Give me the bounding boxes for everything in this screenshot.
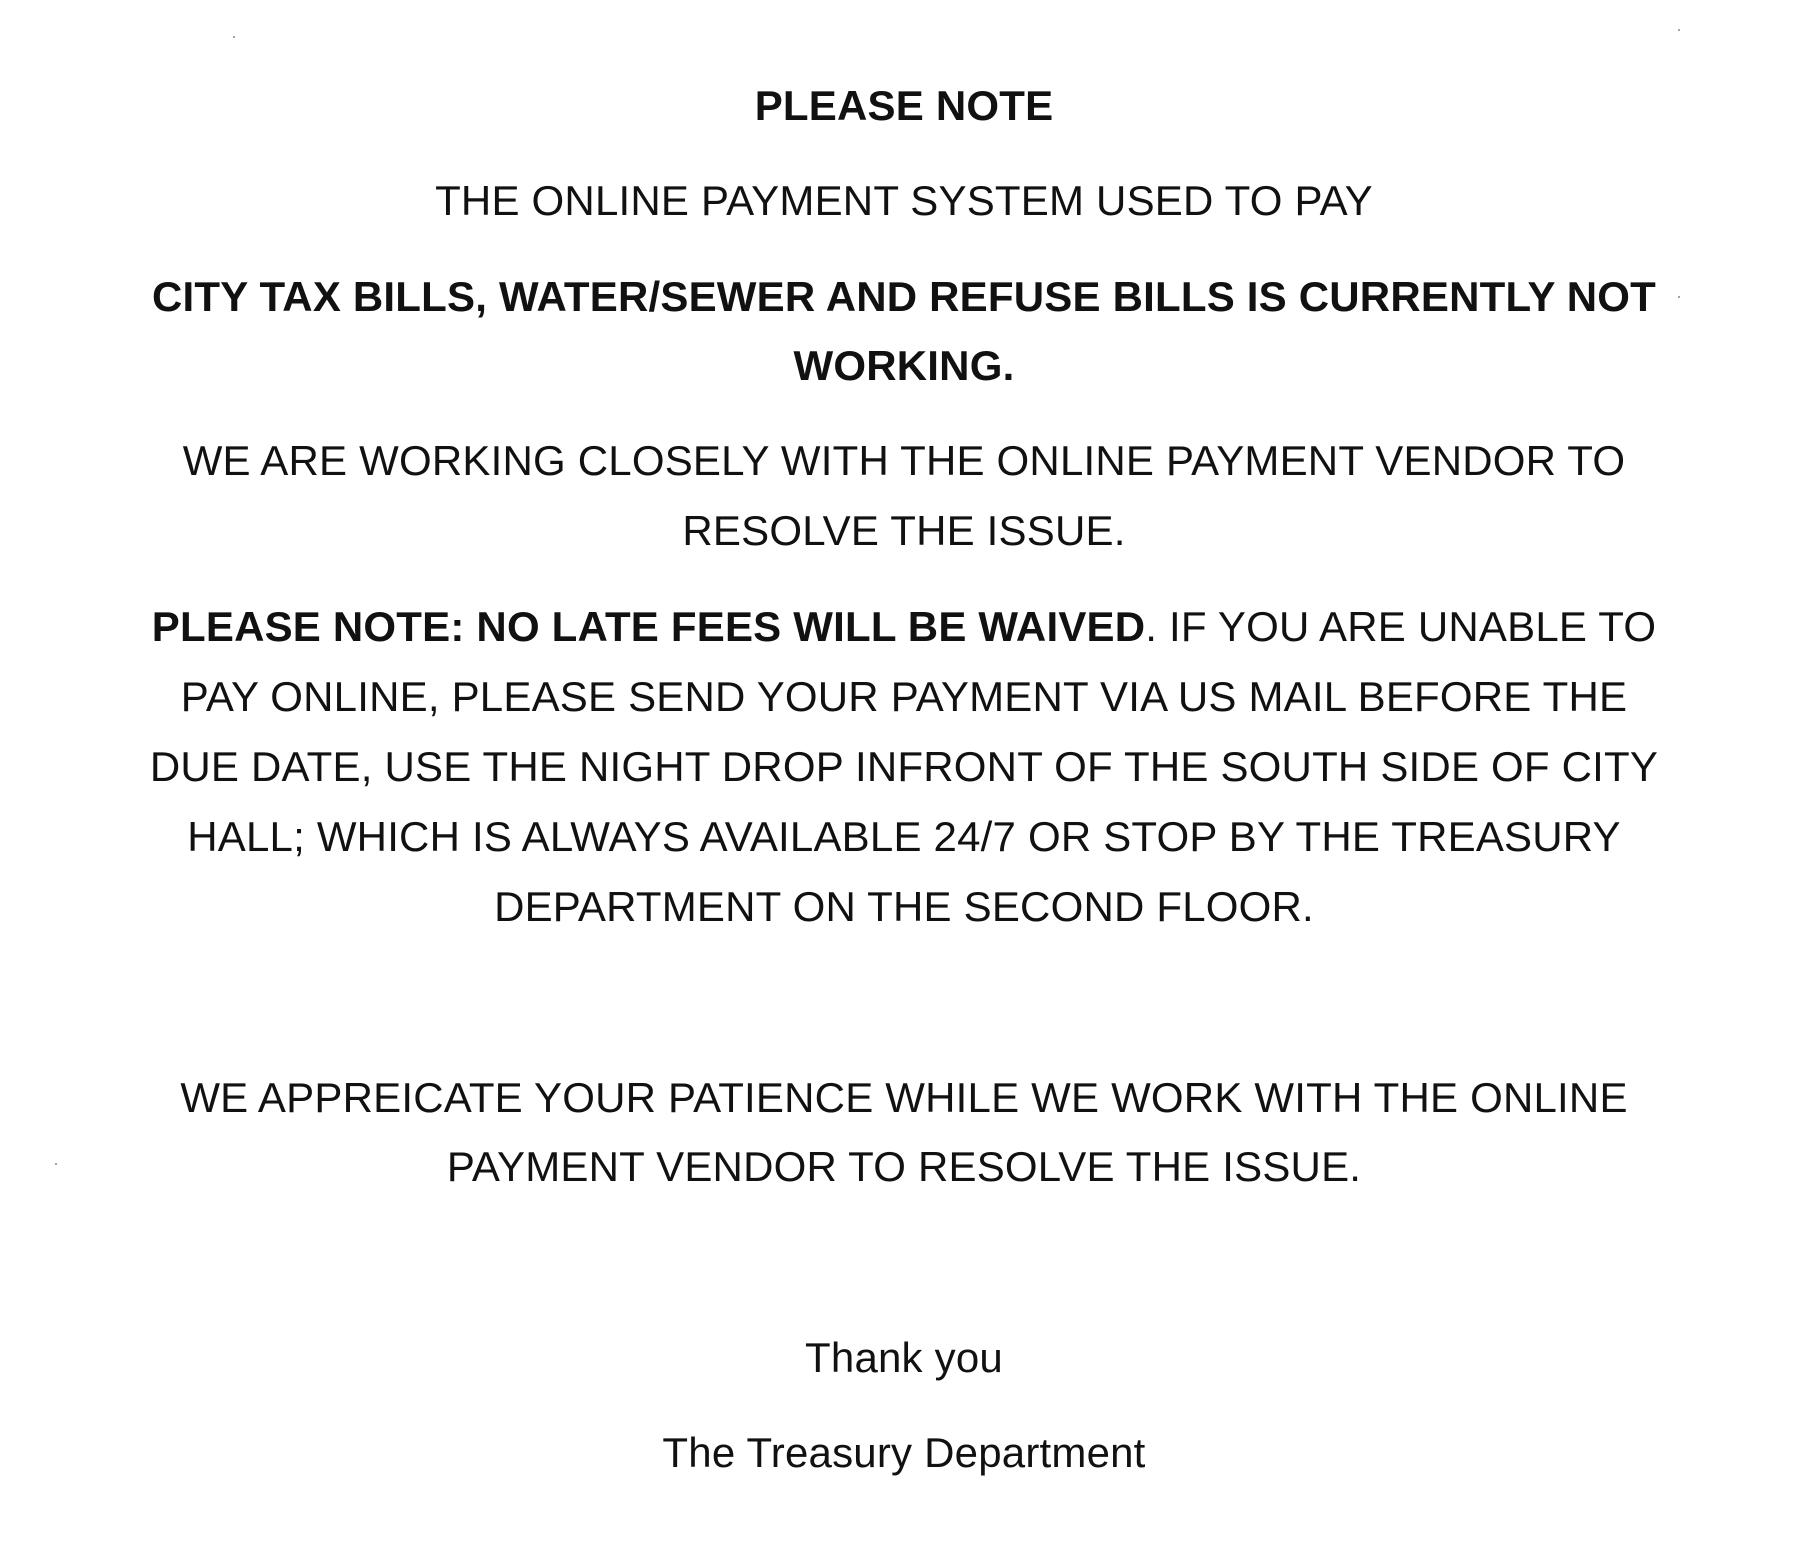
vendor-text-line-1: WE ARE WORKING CLOSELY WITH THE ONLINE PAYMENT VENDOR TO bbox=[182, 437, 1626, 484]
scan-speck bbox=[55, 1163, 57, 1165]
thank-you-text: Thank you bbox=[805, 1334, 1003, 1381]
late-fees-line-1 bbox=[0, 592, 1808, 662]
late-fees-continuation: . IF YOU ARE UNABLE TO bbox=[1145, 603, 1657, 650]
outage-text-line-1: CITY TAX BILLS, WATER/SEWER AND REFUSE BILLS IS CURRENTLY NOT bbox=[151, 273, 1657, 320]
scan-speck bbox=[1678, 296, 1680, 298]
scan-speck bbox=[1678, 29, 1680, 31]
late-fees-line-2: PAY ONLINE, PLEASE SEND YOUR PAYMENT VIA US MAIL BEFORE THE bbox=[180, 673, 1628, 720]
late-fees-line-5: DEPARTMENT ON THE SECOND FLOOR. bbox=[494, 883, 1314, 930]
late-fees-line-4: HALL; WHICH IS ALWAYS AVAILABLE 24/7 OR STOP BY THE TREASURY bbox=[187, 813, 1621, 860]
vendor-text-line-2: RESOLVE THE ISSUE. bbox=[682, 507, 1126, 554]
scan-speck bbox=[233, 36, 235, 38]
outage-text-line-2: WORKING. bbox=[793, 342, 1015, 389]
late-fees-line-3: DUE DATE, USE THE NIGHT DROP INFRONT OF THE SOUTH SIDE OF CITY bbox=[149, 743, 1659, 790]
intro-text: THE ONLINE PAYMENT SYSTEM USED TO PAY bbox=[435, 177, 1373, 224]
notice-heading: PLEASE NOTE bbox=[754, 82, 1054, 129]
late-fees-warning: PLEASE NOTE: NO LATE FEES WILL BE WAIVED bbox=[151, 603, 1146, 650]
signature-text: The Treasury Department bbox=[662, 1429, 1146, 1476]
patience-text-line-1: WE APPREICATE YOUR PATIENCE WHILE WE WORK WITH THE ONLINE bbox=[180, 1074, 1628, 1121]
patience-text-line-2: PAYMENT VENDOR TO RESOLVE THE ISSUE. bbox=[446, 1143, 1362, 1190]
